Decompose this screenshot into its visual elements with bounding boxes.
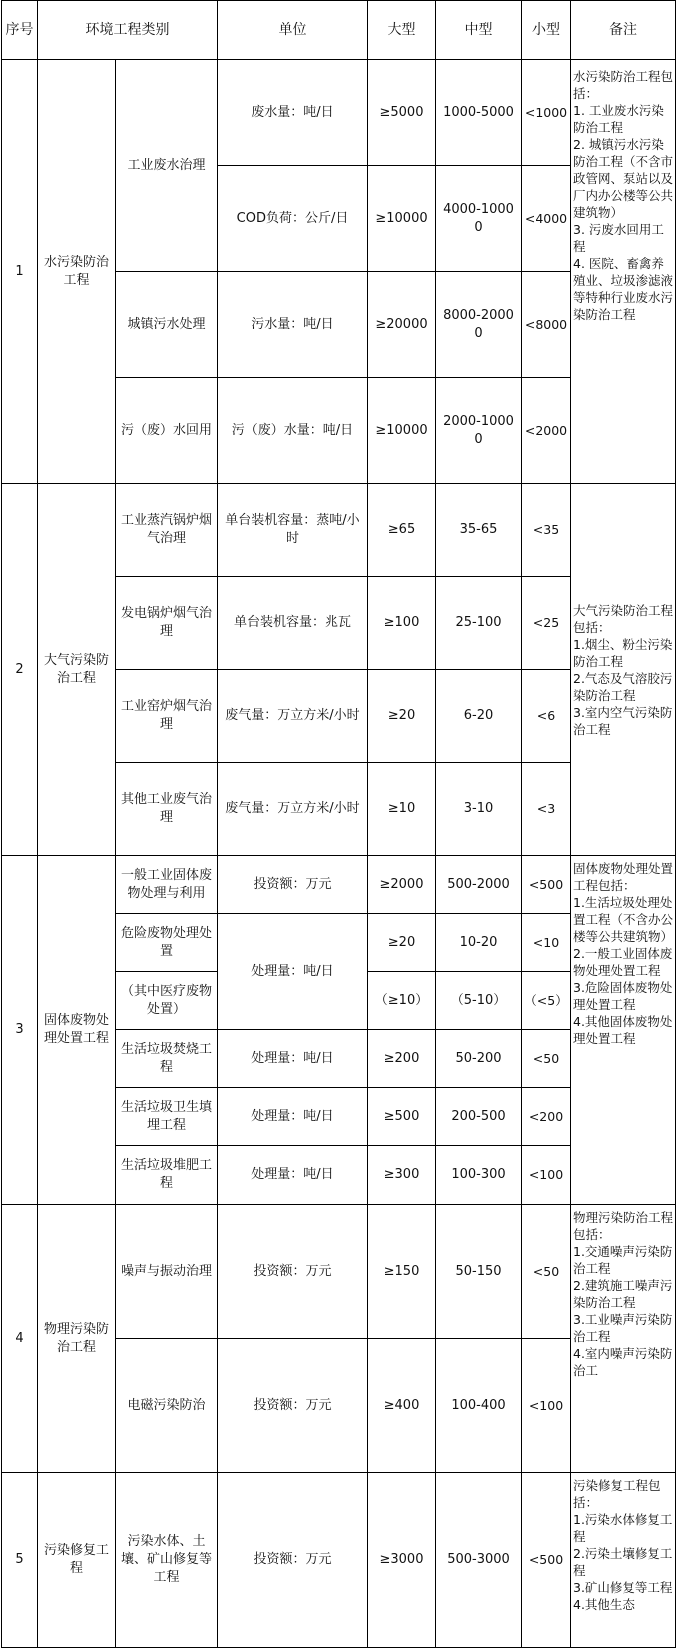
group-no: 3 <box>2 856 38 1205</box>
group-note <box>571 60 676 484</box>
group-note <box>571 484 676 856</box>
medium-cell: 4000-10000 <box>436 166 522 272</box>
large-cell: ≥500 <box>368 1088 436 1146</box>
large-cell: ≥2000 <box>368 856 436 914</box>
medium-cell: 25-100 <box>436 577 522 670</box>
unit-cell: 单台装机容量：兆瓦 <box>218 577 368 670</box>
medium-cell: 2000-10000 <box>436 378 522 484</box>
large-cell: （≥10） <box>368 972 436 1030</box>
medium-cell: 50-150 <box>436 1205 522 1339</box>
sub-category: 城镇污水处理 <box>116 272 218 378</box>
unit-cell: 处理量：吨/日 <box>218 914 368 1030</box>
unit-cell: 处理量：吨/日 <box>218 1088 368 1146</box>
small-cell: <2000 <box>522 378 571 484</box>
medium-cell: 10-20 <box>436 914 522 972</box>
medium-cell: 6-20 <box>436 670 522 763</box>
sub-category: 噪声与振动治理 <box>116 1205 218 1339</box>
small-cell: <35 <box>522 484 571 577</box>
group-category: 物理污染防治工程 <box>38 1205 116 1473</box>
small-cell: <25 <box>522 577 571 670</box>
unit-cell: 投资额：万元 <box>218 1205 368 1339</box>
header-large: 大型 <box>368 1 436 60</box>
medium-cell: 200-500 <box>436 1088 522 1146</box>
header-unit: 单位 <box>218 1 368 60</box>
group-category: 水污染防治工程 <box>38 60 116 484</box>
header-category: 环境工程类别 <box>38 1 218 60</box>
group-category: 污染修复工程 <box>38 1473 116 1648</box>
small-cell: <100 <box>522 1146 571 1205</box>
group-note <box>571 1473 676 1648</box>
large-cell: ≥10000 <box>368 166 436 272</box>
small-cell: <50 <box>522 1030 571 1088</box>
unit-cell: 污水量：吨/日 <box>218 272 368 378</box>
sub-category: 污染水体、土壤、矿山修复等工程 <box>116 1473 218 1648</box>
medium-cell: 100-300 <box>436 1146 522 1205</box>
large-cell: ≥400 <box>368 1339 436 1473</box>
note-text: 固体废物处理处置工程包括： 1.生活垃圾处理处置工程（不含办公楼等公共建筑物） 2.一般工业固体废物处理处置工程 3.危险固体废物处理处置工程 4.其他固体废物处理处置工程 <box>573 861 674 1046</box>
medium-cell: 1000-5000 <box>436 60 522 166</box>
note-text: 污染修复工程包括： 1.污染水体修复工程 2.污染土壤修复工程 3.矿山修复等工程 4.其他生态 <box>573 1478 673 1612</box>
group-note <box>571 1205 676 1473</box>
table-row <box>2 1473 676 1648</box>
sub-category: 工业废水治理 <box>116 60 218 272</box>
large-cell: ≥200 <box>368 1030 436 1088</box>
small-cell: <10 <box>522 914 571 972</box>
small-cell: <500 <box>522 856 571 914</box>
small-cell: （<5） <box>522 972 571 1030</box>
table-header <box>2 1 676 60</box>
sub-category: （其中医疗废物处置） <box>116 972 218 1030</box>
table-row <box>2 60 676 166</box>
note-text: 物理污染防治工程包括： 1.交通噪声污染防治工程 2.建筑施工噪声污染防治工程 3.工业噪声污染防治工程 4.室内噪声污染防治工 <box>573 1210 674 1378</box>
group-no: 4 <box>2 1205 38 1473</box>
sub-category: 生活垃圾卫生填埋工程 <box>116 1088 218 1146</box>
large-cell: ≥100 <box>368 577 436 670</box>
large-cell: ≥10000 <box>368 378 436 484</box>
large-cell: ≥300 <box>368 1146 436 1205</box>
unit-cell: 投资额：万元 <box>218 1473 368 1648</box>
small-cell: <4000 <box>522 166 571 272</box>
medium-cell: 500-2000 <box>436 856 522 914</box>
medium-cell: 8000-20000 <box>436 272 522 378</box>
group-category: 大气污染防治工程 <box>38 484 116 856</box>
large-cell: ≥10 <box>368 763 436 856</box>
sub-category: 工业窑炉烟气治理 <box>116 670 218 763</box>
unit-cell: 废气量：万立方米/小时 <box>218 763 368 856</box>
small-cell: <6 <box>522 670 571 763</box>
large-cell: ≥20000 <box>368 272 436 378</box>
group-no: 5 <box>2 1473 38 1648</box>
large-cell: ≥3000 <box>368 1473 436 1648</box>
medium-cell: （5-10） <box>436 972 522 1030</box>
small-cell: <1000 <box>522 60 571 166</box>
medium-cell: 50-200 <box>436 1030 522 1088</box>
note-text: 水污染防治工程包括： 1. 工业废水污染防治工程 2. 城镇污水污染防治工程（不含市政管网、泵站以及厂内办公楼等公共建筑物） 3. 污废水回用工程 4. 医院、畜禽养殖业、垃圾渗滤液等特种行业废水污染防治工程 <box>573 69 674 322</box>
small-cell: <500 <box>522 1473 571 1648</box>
small-cell: <100 <box>522 1339 571 1473</box>
medium-cell: 3-10 <box>436 763 522 856</box>
header-small: 小型 <box>522 1 571 60</box>
engineering-scale-table <box>1 0 676 1648</box>
small-cell: <3 <box>522 763 571 856</box>
unit-cell: 处理量：吨/日 <box>218 1146 368 1205</box>
sub-category: 其他工业废气治理 <box>116 763 218 856</box>
unit-cell: COD负荷：公斤/日 <box>218 166 368 272</box>
group-no: 2 <box>2 484 38 856</box>
table-row <box>2 1205 676 1339</box>
medium-cell: 35-65 <box>436 484 522 577</box>
unit-cell: 投资额：万元 <box>218 1339 368 1473</box>
small-cell: <50 <box>522 1205 571 1339</box>
sub-category: 一般工业固体废物处理与利用 <box>116 856 218 914</box>
large-cell: ≥5000 <box>368 60 436 166</box>
sub-category: 发电锅炉烟气治理 <box>116 577 218 670</box>
sub-category: 电磁污染防治 <box>116 1339 218 1473</box>
unit-cell: 废气量：万立方米/小时 <box>218 670 368 763</box>
sub-category: 生活垃圾焚烧工程 <box>116 1030 218 1088</box>
large-cell: ≥65 <box>368 484 436 577</box>
group-no: 1 <box>2 60 38 484</box>
large-cell: ≥20 <box>368 914 436 972</box>
medium-cell: 100-400 <box>436 1339 522 1473</box>
header-medium: 中型 <box>436 1 522 60</box>
sub-category: 工业蒸汽锅炉烟气治理 <box>116 484 218 577</box>
medium-cell: 500-3000 <box>436 1473 522 1648</box>
note-text: 大气污染防治工程包括： 1.烟尘、粉尘污染防治工程 2.气态及气溶胶污染防治工程 3.室内空气污染防治工程 <box>573 602 674 737</box>
header-no: 序号 <box>2 1 38 60</box>
group-note <box>571 856 676 1205</box>
large-cell: ≥20 <box>368 670 436 763</box>
header-note: 备注 <box>571 1 676 60</box>
large-cell: ≥150 <box>368 1205 436 1339</box>
unit-cell: 单台装机容量：蒸吨/小时 <box>218 484 368 577</box>
small-cell: <200 <box>522 1088 571 1146</box>
sub-category: 危险废物处理处置 <box>116 914 218 972</box>
sub-category: 生活垃圾堆肥工程 <box>116 1146 218 1205</box>
unit-cell: 处理量：吨/日 <box>218 1030 368 1088</box>
table-row <box>2 856 676 914</box>
table-row <box>2 484 676 577</box>
small-cell: <8000 <box>522 272 571 378</box>
unit-cell: 污（废）水量：吨/日 <box>218 378 368 484</box>
group-category: 固体废物处理处置工程 <box>38 856 116 1205</box>
sub-category: 污（废）水回用 <box>116 378 218 484</box>
unit-cell: 投资额：万元 <box>218 856 368 914</box>
unit-cell: 废水量：吨/日 <box>218 60 368 166</box>
table-body <box>2 60 676 1648</box>
